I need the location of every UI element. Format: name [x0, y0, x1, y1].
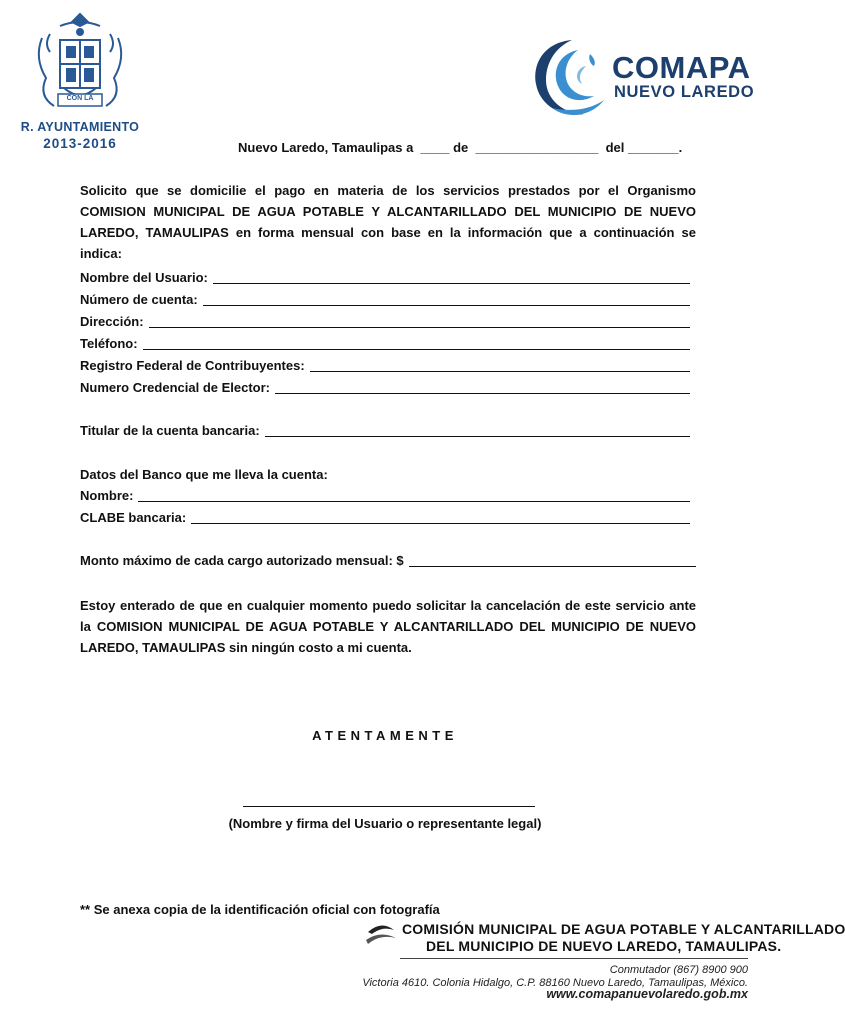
footer-divider: [400, 958, 748, 959]
clabe-field[interactable]: [80, 507, 690, 528]
footer-org-line-1: COMISIÓN MUNICIPAL DE AGUA POTABLE Y ALCANTARILLADO: [402, 921, 845, 937]
ayuntamiento-period: 2013-2016: [43, 136, 117, 151]
signature-line[interactable]: [243, 806, 535, 807]
ayuntamiento-label: R. AYUNTAMIENTO: [20, 120, 140, 134]
voter-id-label: Numero Credencial de Elector:: [80, 380, 270, 395]
footer-wave-icon: [364, 920, 398, 950]
intro-paragraph: Solicito que se domicilie el pago en materia de los servicios prestados por el Organismo COMISION MUNICIPAL DE AGUA POTABLE Y ALCANTARILLADO DEL MUNICIPIO DE NUEVO LAREDO, TAMAULIPAS en forma mensual con base en la información que a continuación se indica:: [80, 183, 696, 261]
closing-salutation: ATENTAMENTE: [312, 728, 458, 743]
voter-id-field[interactable]: [80, 377, 690, 398]
user-name-label: Nombre del Usuario:: [80, 270, 208, 285]
footer-org-line-2: DEL MUNICIPIO DE NUEVO LAREDO, TAMAULIPAS.: [426, 938, 782, 954]
max-amount-field[interactable]: [80, 550, 696, 571]
fill-line: [203, 291, 690, 306]
fill-line: [143, 335, 690, 350]
comapa-swirl-logo: [528, 36, 610, 120]
comapa-brand-name: COMAPA: [612, 50, 751, 85]
phone-field[interactable]: [80, 333, 690, 354]
bank-section-title: Datos del Banco que me lleva la cuenta:: [80, 467, 328, 482]
phone-label: Teléfono:: [80, 336, 138, 351]
fill-line: [275, 379, 690, 394]
bank-name-label: Nombre:: [80, 488, 134, 503]
max-amount-label: Monto máximo de cada cargo autorizado mensual: $: [80, 553, 404, 568]
bank-name-field[interactable]: [80, 485, 690, 506]
fill-line: [409, 552, 696, 567]
footer-address: Victoria 4610. Colonia Hidalgo, C.P. 88160 Nuevo Laredo, Tamaulipas, México.: [362, 977, 748, 989]
comapa-city-name: NUEVO LAREDO: [614, 83, 755, 101]
rfc-field[interactable]: [80, 355, 690, 376]
account-number-label: Número de cuenta:: [80, 292, 198, 307]
cancellation-paragraph: Estoy enterado de que en cualquier momento puedo solicitar la cancelación de este servicio ante la COMISION MUNICIPAL DE AGUA POTABLE Y ALCANTARILLADO DEL MUNICIPIO DE NUEVO LAREDO, TAMAULIPAS sin ningún costo a mi cuenta.: [80, 598, 696, 655]
date-line: Nuevo Laredo, Tamaulipas a ____ de _________________ del _______.: [238, 140, 683, 155]
city-coat-of-arms-logo: [20, 8, 140, 120]
fill-line: [310, 357, 690, 372]
footer-phone: Conmutador (867) 8900 900: [609, 964, 748, 976]
fill-line: [191, 509, 690, 524]
fill-line: [265, 422, 690, 437]
signature-caption: (Nombre y firma del Usuario o representante legal): [228, 816, 542, 831]
clabe-label: CLABE bancaria:: [80, 510, 187, 525]
footer-website[interactable]: www.comapanuevolaredo.gob.mx: [546, 987, 748, 1001]
account-number-field[interactable]: [80, 289, 690, 310]
fill-line: [138, 487, 690, 502]
account-holder-label: Titular de la cuenta bancaria:: [80, 423, 260, 438]
account-holder-field[interactable]: [80, 420, 690, 441]
fill-line: [149, 313, 690, 328]
user-name-field[interactable]: [80, 267, 690, 288]
fill-line: [213, 269, 690, 284]
crest-banner-text: CON LA: [66, 95, 94, 102]
annex-note: ** Se anexa copia de la identificación oficial con fotografía: [80, 902, 440, 917]
address-label: Dirección:: [80, 314, 144, 329]
rfc-label: Registro Federal de Contribuyentes:: [80, 358, 305, 373]
address-field[interactable]: [80, 311, 690, 332]
